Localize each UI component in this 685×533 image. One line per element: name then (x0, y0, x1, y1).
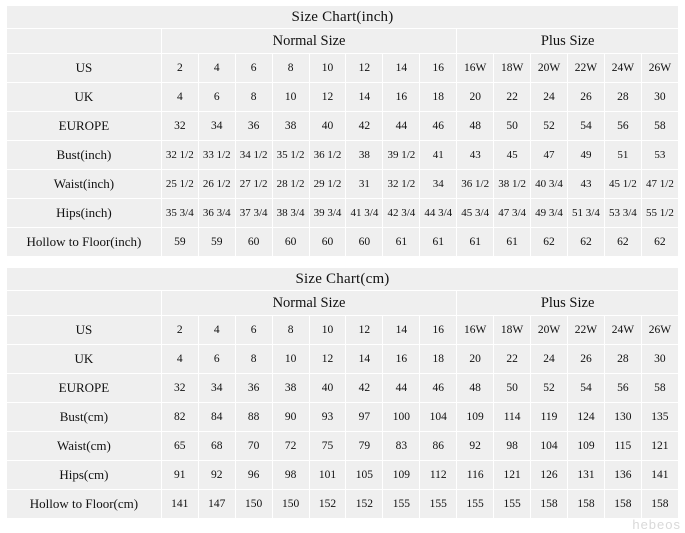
cell: 20 (457, 83, 494, 112)
cell: 155 (420, 490, 457, 519)
cell: 48 (457, 112, 494, 141)
cell: 22W (568, 54, 605, 83)
cell: 59 (161, 228, 198, 257)
cell: 155 (494, 490, 531, 519)
cell: 41 3/4 (346, 199, 383, 228)
cell: 158 (531, 490, 568, 519)
cell: 18W (494, 54, 531, 83)
group-header-normal: Normal Size (161, 29, 456, 54)
cell: 46 (420, 112, 457, 141)
cell: 47 1/2 (641, 170, 678, 199)
row-label: US (7, 54, 162, 83)
cell: 4 (198, 316, 235, 345)
cell: 35 1/2 (272, 141, 309, 170)
cell: 50 (494, 374, 531, 403)
group-header-spacer (7, 29, 162, 54)
table-row (7, 83, 679, 112)
size-chart-inch-block (5, 4, 680, 258)
cell: 56 (604, 112, 641, 141)
cell: 20W (531, 54, 568, 83)
group-header-normal: Normal Size (161, 291, 456, 316)
cell: 91 (161, 461, 198, 490)
cell: 12 (346, 54, 383, 83)
cell: 20 (457, 345, 494, 374)
table-row (7, 374, 679, 403)
cell: 62 (568, 228, 605, 257)
cell: 109 (457, 403, 494, 432)
cell: 82 (161, 403, 198, 432)
cell: 158 (567, 490, 604, 519)
cell: 36 3/4 (198, 199, 235, 228)
cell: 4 (161, 345, 198, 374)
cell: 51 (604, 141, 641, 170)
cell: 26 1/2 (198, 170, 235, 199)
cell: 14 (383, 316, 420, 345)
cell: 10 (309, 316, 346, 345)
cell: 26W (641, 316, 678, 345)
cell: 62 (641, 228, 678, 257)
cell: 40 (309, 374, 346, 403)
cell: 79 (346, 432, 383, 461)
cell: 155 (457, 490, 494, 519)
cell: 60 (235, 228, 272, 257)
cell: 121 (494, 461, 531, 490)
cell: 135 (641, 403, 678, 432)
cell: 141 (161, 490, 198, 519)
watermark-text: hebeos (632, 517, 681, 532)
cell: 34 (420, 170, 457, 199)
cell: 18 (420, 345, 457, 374)
group-header-plus: Plus Size (457, 29, 679, 54)
cell: 109 (383, 461, 420, 490)
cell: 46 (420, 374, 457, 403)
cell: 44 (383, 374, 420, 403)
cell: 60 (346, 228, 383, 257)
table-title-row (7, 268, 679, 291)
table-row (7, 461, 679, 490)
cell: 45 1/2 (604, 170, 641, 199)
cell: 22 (494, 83, 531, 112)
cell: 49 3/4 (531, 199, 568, 228)
cell: 28 (604, 345, 641, 374)
cell: 104 (531, 432, 568, 461)
cell: 42 (346, 112, 383, 141)
cell: 37 3/4 (235, 199, 272, 228)
cell: 16W (457, 54, 494, 83)
cell: 61 (494, 228, 531, 257)
cell: 158 (641, 490, 678, 519)
cell: 42 3/4 (383, 199, 420, 228)
cell: 65 (161, 432, 198, 461)
cell: 28 1/2 (272, 170, 309, 199)
cell: 116 (457, 461, 494, 490)
table-row (7, 170, 679, 199)
cell: 121 (641, 432, 678, 461)
cell: 131 (567, 461, 604, 490)
cell: 43 (568, 170, 605, 199)
cell: 2 (161, 316, 198, 345)
cell: 86 (420, 432, 457, 461)
cell: 155 (383, 490, 420, 519)
cell: 54 (567, 374, 604, 403)
group-header-plus: Plus Size (457, 291, 679, 316)
table-group-row (7, 29, 679, 54)
cell: 112 (420, 461, 457, 490)
cell: 14 (346, 345, 383, 374)
cell: 61 (457, 228, 494, 257)
cell: 38 (346, 141, 383, 170)
cell: 56 (604, 374, 641, 403)
cell: 16 (420, 316, 457, 345)
cell: 32 1/2 (161, 141, 198, 170)
table-row (7, 199, 679, 228)
size-chart-cm-block (5, 266, 680, 520)
cell: 38 (272, 112, 309, 141)
cell: 136 (604, 461, 641, 490)
size-chart-inch-table (6, 5, 679, 257)
cell: 12 (346, 316, 383, 345)
cell: 26 (567, 345, 604, 374)
cell: 109 (567, 432, 604, 461)
cell: 115 (604, 432, 641, 461)
cell: 24 (531, 345, 568, 374)
chart-title: Size Chart(cm) (7, 268, 679, 291)
cell: 24 (531, 83, 568, 112)
cell: 12 (309, 345, 346, 374)
cell: 47 3/4 (494, 199, 531, 228)
cell: 52 (531, 374, 568, 403)
cell: 26W (641, 54, 678, 83)
table-group-row (7, 291, 679, 316)
cell: 72 (272, 432, 309, 461)
cell: 75 (309, 432, 346, 461)
cell: 92 (198, 461, 235, 490)
cell: 60 (272, 228, 309, 257)
cell: 51 3/4 (568, 199, 605, 228)
cell: 38 3/4 (272, 199, 309, 228)
cell: 150 (272, 490, 309, 519)
cell: 30 (641, 83, 678, 112)
cell: 124 (567, 403, 604, 432)
table-row (7, 228, 679, 257)
row-label: EUROPE (7, 112, 162, 141)
cell: 16 (383, 83, 420, 112)
cell: 8 (235, 83, 272, 112)
cell: 22W (567, 316, 604, 345)
cell: 6 (198, 83, 235, 112)
cell: 83 (383, 432, 420, 461)
cell: 14 (383, 54, 420, 83)
cell: 93 (309, 403, 346, 432)
cell: 42 (346, 374, 383, 403)
cell: 36 1/2 (309, 141, 346, 170)
cell: 98 (494, 432, 531, 461)
cell: 88 (235, 403, 272, 432)
cell: 16 (420, 54, 457, 83)
cell: 100 (383, 403, 420, 432)
cell: 48 (457, 374, 494, 403)
cell: 8 (235, 345, 272, 374)
cell: 68 (198, 432, 235, 461)
cell: 34 (198, 374, 235, 403)
table-row (7, 432, 679, 461)
cell: 147 (198, 490, 235, 519)
row-label: EUROPE (7, 374, 162, 403)
cell: 30 (641, 345, 678, 374)
row-label: Hollow to Floor(cm) (7, 490, 162, 519)
cell: 32 (161, 112, 198, 141)
cell: 40 (309, 112, 346, 141)
cell: 10 (272, 345, 309, 374)
cell: 16W (457, 316, 494, 345)
row-label: US (7, 316, 162, 345)
cell: 130 (604, 403, 641, 432)
row-label: Bust(cm) (7, 403, 162, 432)
cell: 150 (235, 490, 272, 519)
cell: 43 (457, 141, 494, 170)
table-row (7, 141, 679, 170)
cell: 96 (235, 461, 272, 490)
cell: 97 (346, 403, 383, 432)
cell: 41 (420, 141, 457, 170)
cell: 36 (235, 112, 272, 141)
table-row (7, 345, 679, 374)
cell: 61 (420, 228, 457, 257)
cell: 29 1/2 (309, 170, 346, 199)
cell: 33 1/2 (198, 141, 235, 170)
cell: 104 (420, 403, 457, 432)
cell: 70 (235, 432, 272, 461)
cell: 141 (641, 461, 678, 490)
cell: 34 1/2 (235, 141, 272, 170)
cell: 62 (604, 228, 641, 257)
cell: 119 (531, 403, 568, 432)
row-label: Bust(inch) (7, 141, 162, 170)
chart-title: Size Chart(inch) (7, 6, 679, 29)
cell: 6 (235, 316, 272, 345)
cell: 49 (568, 141, 605, 170)
cell: 27 1/2 (235, 170, 272, 199)
row-label: Hollow to Floor(inch) (7, 228, 162, 257)
cell: 58 (641, 374, 678, 403)
cell: 45 3/4 (457, 199, 494, 228)
cell: 92 (457, 432, 494, 461)
cell: 4 (161, 83, 198, 112)
cell: 35 3/4 (161, 199, 198, 228)
cell: 32 1/2 (383, 170, 420, 199)
cell: 39 1/2 (383, 141, 420, 170)
cell: 105 (346, 461, 383, 490)
cell: 126 (531, 461, 568, 490)
cell: 58 (641, 112, 678, 141)
row-label: Waist(inch) (7, 170, 162, 199)
cell: 84 (198, 403, 235, 432)
cell: 101 (309, 461, 346, 490)
cell: 50 (494, 112, 531, 141)
cell: 34 (198, 112, 235, 141)
cell: 52 (531, 112, 568, 141)
cell: 44 3/4 (420, 199, 457, 228)
cell: 6 (235, 54, 272, 83)
table-row (7, 54, 679, 83)
cell: 31 (346, 170, 383, 199)
cell: 45 (494, 141, 531, 170)
cell: 6 (198, 345, 235, 374)
cell: 38 1/2 (494, 170, 531, 199)
cell: 158 (604, 490, 641, 519)
cell: 8 (272, 316, 309, 345)
cell: 90 (272, 403, 309, 432)
cell: 62 (531, 228, 568, 257)
cell: 59 (198, 228, 235, 257)
cell: 152 (309, 490, 346, 519)
cell: 36 1/2 (457, 170, 494, 199)
cell: 40 3/4 (531, 170, 568, 199)
size-chart-cm-table (6, 267, 679, 519)
cell: 38 (272, 374, 309, 403)
table-row (7, 112, 679, 141)
cell: 36 (235, 374, 272, 403)
cell: 14 (346, 83, 383, 112)
cell: 32 (161, 374, 198, 403)
table-title-row (7, 6, 679, 29)
cell: 53 3/4 (604, 199, 641, 228)
cell: 98 (272, 461, 309, 490)
size-chart-page (0, 4, 685, 533)
cell: 4 (198, 54, 235, 83)
cell: 16 (383, 345, 420, 374)
cell: 24W (604, 54, 641, 83)
cell: 24W (604, 316, 641, 345)
cell: 47 (531, 141, 568, 170)
cell: 114 (494, 403, 531, 432)
cell: 26 (568, 83, 605, 112)
cell: 22 (494, 345, 531, 374)
row-label: Hips(cm) (7, 461, 162, 490)
table-row (7, 403, 679, 432)
cell: 53 (641, 141, 678, 170)
group-header-spacer (7, 291, 162, 316)
cell: 18W (494, 316, 531, 345)
table-row (7, 316, 679, 345)
cell: 44 (383, 112, 420, 141)
cell: 20W (531, 316, 568, 345)
cell: 8 (272, 54, 309, 83)
cell: 152 (346, 490, 383, 519)
cell: 18 (420, 83, 457, 112)
cell: 2 (161, 54, 198, 83)
table-row (7, 490, 679, 519)
cell: 28 (604, 83, 641, 112)
cell: 39 3/4 (309, 199, 346, 228)
cell: 61 (383, 228, 420, 257)
cell: 55 1/2 (641, 199, 678, 228)
cell: 12 (309, 83, 346, 112)
row-label: Waist(cm) (7, 432, 162, 461)
row-label: Hips(inch) (7, 199, 162, 228)
row-label: UK (7, 83, 162, 112)
cell: 54 (568, 112, 605, 141)
cell: 10 (272, 83, 309, 112)
cell: 25 1/2 (161, 170, 198, 199)
row-label: UK (7, 345, 162, 374)
cell: 60 (309, 228, 346, 257)
cell: 10 (309, 54, 346, 83)
